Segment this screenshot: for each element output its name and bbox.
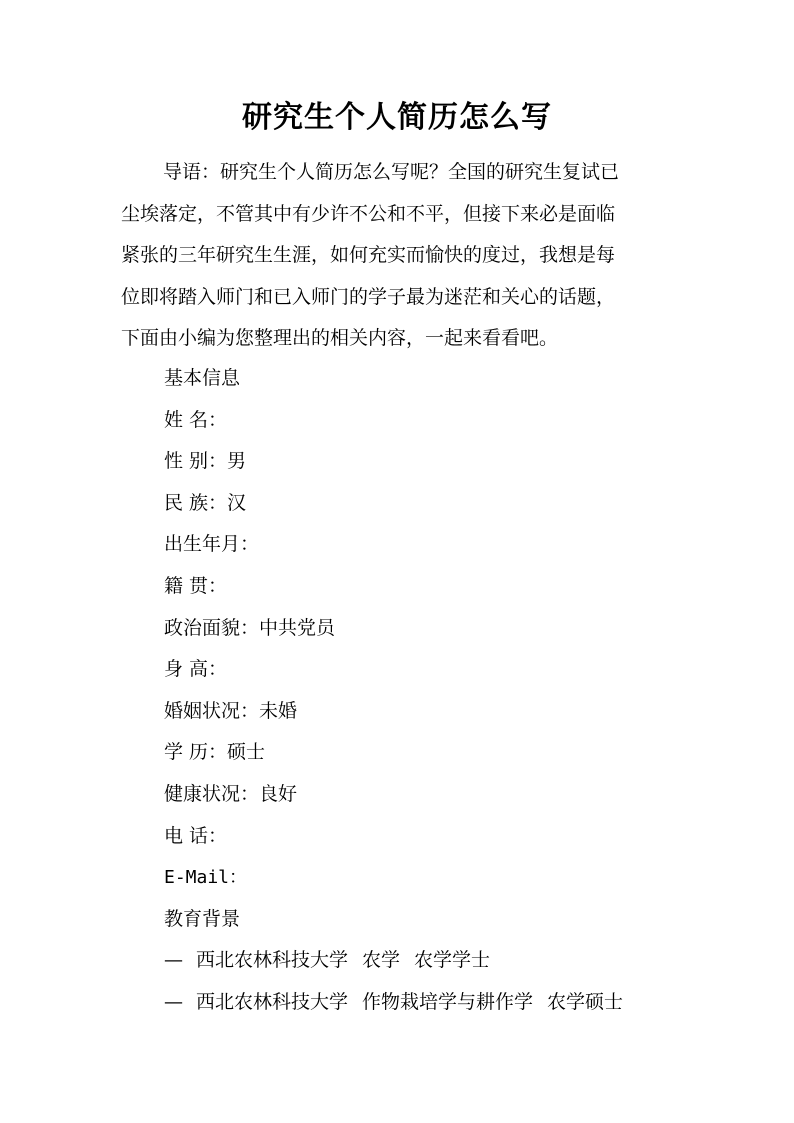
resume-fields (164, 358, 724, 1024)
education-entry (164, 982, 724, 1024)
document-title: 研究生个人简历怎么写 (242, 100, 552, 135)
education-heading: 教育背景 (164, 907, 241, 930)
education-level-field: 学 历：硕士 (164, 741, 266, 764)
education-degree: 农学硕士 (547, 990, 624, 1013)
education-school: 西北农林科技大学 (196, 990, 349, 1013)
intro-line: 位即将踏入师门和已入师门的学子最为迷茫和关心的话题， (121, 285, 616, 308)
intro-line: 紧张的三年研究生生涯，如何充实而愉快的度过，我想是每 (121, 244, 616, 267)
intro-line: 下面由小编为您整理出的相关内容，一起来看看吧。 (121, 327, 559, 350)
birth-date-field: 出生年月： (164, 533, 260, 556)
gender-field: 性 别：男 (164, 450, 247, 473)
height-field: 身 高： (164, 658, 228, 681)
political-status-field: 政治面貌：中共党员 (164, 616, 336, 639)
education-major: 农学 (362, 949, 401, 972)
basic-info-heading: 基本信息 (164, 367, 241, 389)
intro-line: 导语：研究生个人简历怎么写呢？全国的研究生复试已 (163, 161, 620, 183)
education-degree: 农学学士 (414, 949, 491, 972)
phone-field: 电 话： (164, 824, 228, 847)
education-school: 西北农林科技大学 (196, 949, 349, 972)
name-field: 姓 名： (164, 408, 228, 431)
marital-status-field: 婚姻状况：未婚 (164, 699, 298, 722)
education-major: 作物栽培学与耕作学 (362, 990, 534, 1013)
ethnicity-field: 民 族：汉 (164, 491, 247, 514)
education-entry (164, 940, 724, 982)
intro-paragraph (121, 152, 701, 360)
health-field: 健康状况：良好 (164, 782, 298, 805)
intro-line: 尘埃落定，不管其中有少许不公和不平，但接下来必是面临 (121, 202, 616, 225)
list-dash: — (164, 949, 183, 972)
native-place-field: 籍 贯： (164, 574, 228, 597)
email-field: E-Mail： (164, 867, 248, 889)
list-dash: — (164, 990, 183, 1013)
